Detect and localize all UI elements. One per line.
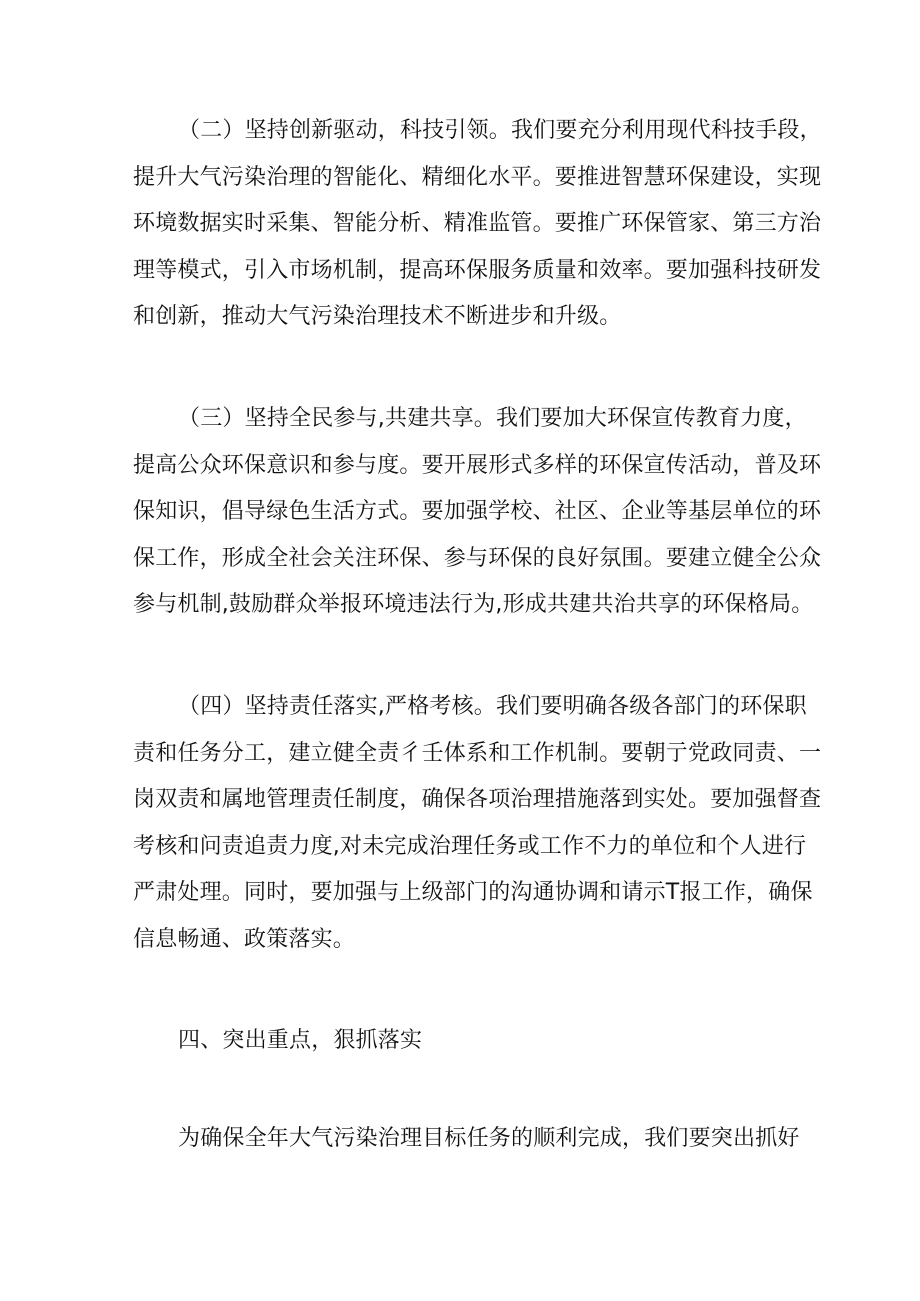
section-heading: 四、突出重点，狠抓落实 xyxy=(178,1028,423,1053)
paragraph-line: 考核和问责追责力度,对未完成治理任务或工作不力的单位和个人进行 xyxy=(133,834,807,859)
paragraph-line: 信息畅通、政策落实。 xyxy=(133,927,356,952)
paragraph-line: 责和任务分工，建立健全责彳壬体系和工作机制。要朝亍党政同责、一 xyxy=(133,741,822,766)
closing-paragraph-line: 为确保全年大气污染治理目标任务的顺利完成，我们要突出抓好 xyxy=(178,1126,800,1151)
paragraph-line: （二）坚持创新驱动，科技引领。我们要充分利用现代科技手段， xyxy=(178,118,822,143)
paragraph-line: 提高公众环保意识和参与度。要开展形式多样的环保宣传活动，普及环 xyxy=(133,453,822,478)
paragraph-line: 严肃处理。同时，要加强与上级部门的沟通协调和请示T报工作，确保 xyxy=(133,880,813,905)
paragraph-line: 提升大气污染治理的智能化、精细化水平。要推进智慧环保建设，实现 xyxy=(133,165,822,190)
paragraph-line: 保知识，倡导绿色生活方式。要加强学校、社区、企业等基层单位的环 xyxy=(133,499,822,524)
paragraph-line: 岗双责和属地管理责任制度，确保各项治理措施落到实处。要加强督查 xyxy=(133,787,822,812)
paragraph-line: 理等模式，引入市场机制，提高环保服务质量和效率。要加强科技研发 xyxy=(133,258,822,283)
paragraph-line: （四）坚持责任落实,严格考核。我们要明确各级各部门的环保职 xyxy=(178,694,807,719)
paragraph-line: 参与机制,鼓励群众举报环境违法行为,形成共建共治共享的环保格局。 xyxy=(133,592,814,617)
paragraph-line: 和创新，推动大气污染治理技术不断进步和升级。 xyxy=(133,304,622,329)
paragraph-line: （三）坚持全民参与,共建共享。我们要加大环保宣传教育力度， xyxy=(178,406,807,431)
paragraph-line: 保工作，形成全社会关注环保、参与环保的良好氛围。要建立健全公众 xyxy=(133,546,822,571)
paragraph-line: 环境数据实时采集、智能分析、精准监管。要推广环保管家、第三方治 xyxy=(133,211,822,236)
